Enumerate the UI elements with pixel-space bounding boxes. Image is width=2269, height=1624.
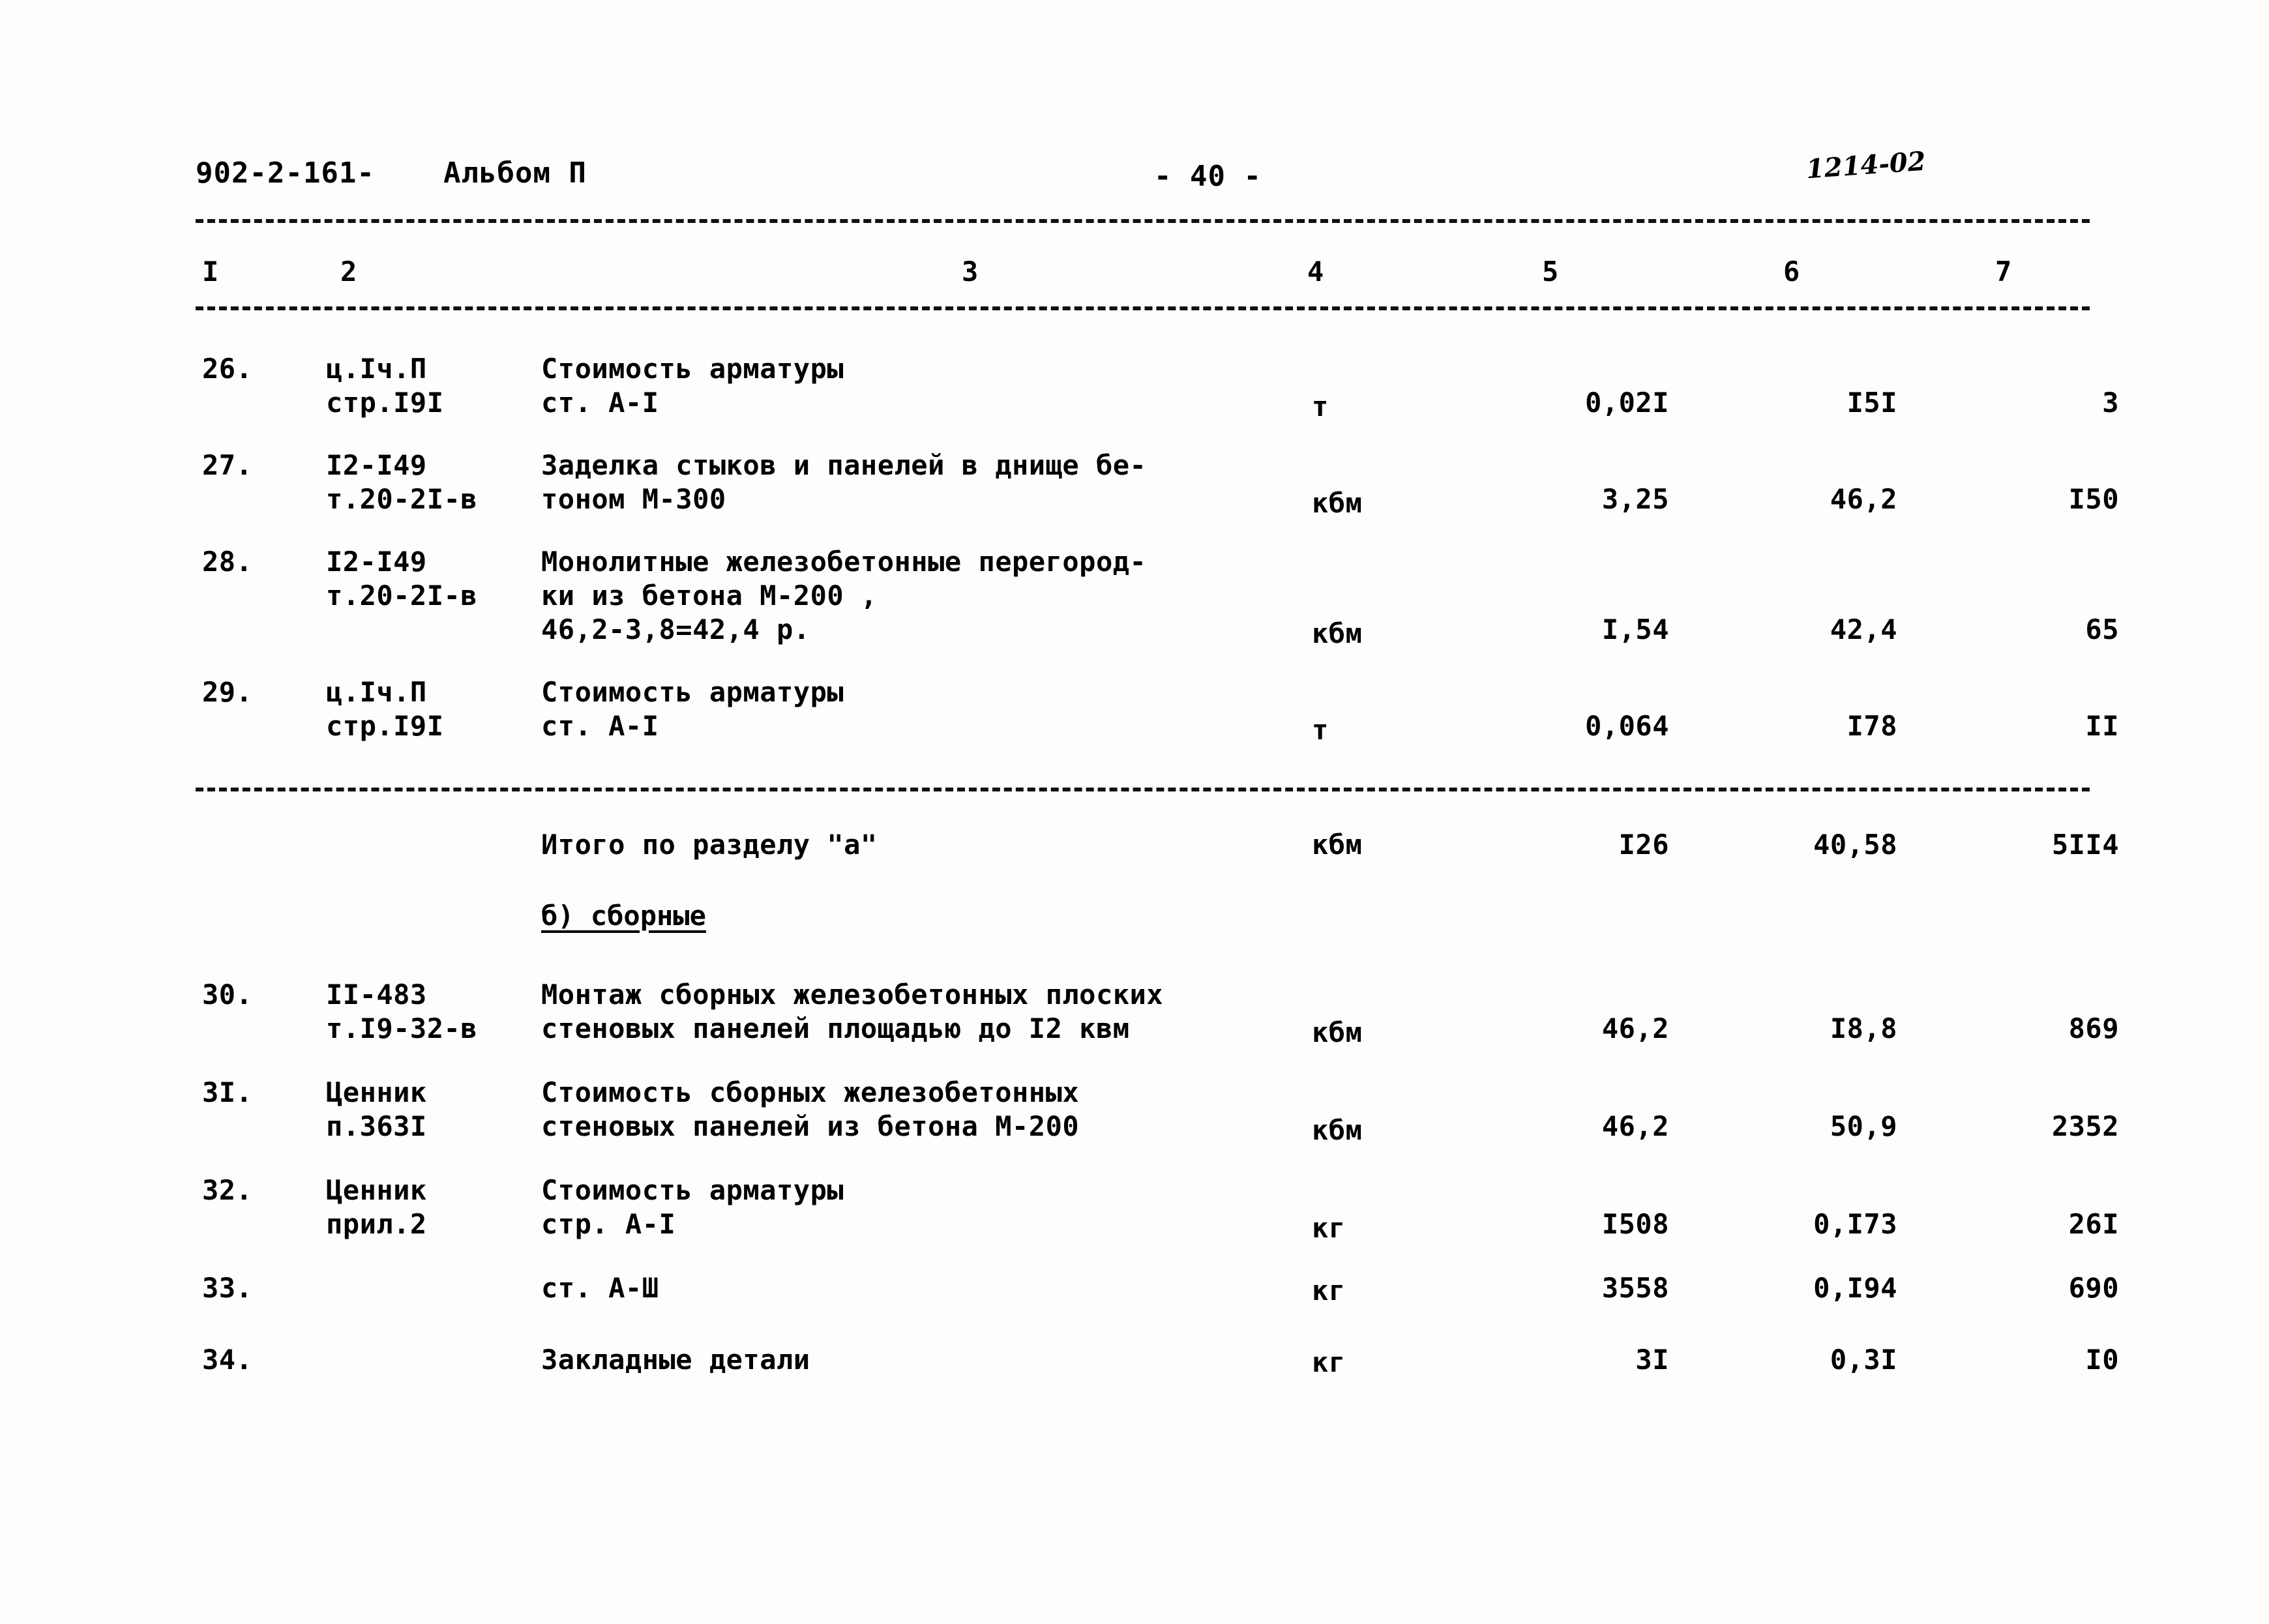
table-top-divider — [196, 219, 2090, 223]
row-code-line-2: стр.I9I — [326, 387, 444, 419]
row-code-line-1: I2-I49 — [326, 449, 427, 481]
divider-spacer — [196, 772, 2090, 828]
row-desc-line-1: Стоимость арматуры — [541, 353, 844, 385]
row-desc-line-2: стеновых панелей площадью до I2 квм — [541, 1012, 1130, 1044]
row-price: I5I — [1846, 387, 1897, 419]
row-quantity: 0,064 — [1585, 710, 1669, 742]
column-number-1: I — [202, 256, 219, 288]
column-number-row — [196, 256, 2090, 292]
row-unit: кг — [1312, 1212, 1346, 1244]
column-number-5: 5 — [1542, 256, 1559, 288]
row-quantity: 3I — [1635, 1344, 1669, 1376]
row-desc-line-2: стр. А-I — [541, 1208, 676, 1240]
total-label: Итого по разделу "а" — [541, 829, 878, 861]
row-quantity: I508 — [1601, 1208, 1669, 1240]
row-quantity: 46,2 — [1601, 1110, 1669, 1142]
total-divider — [196, 788, 2090, 791]
row-code-line-1: ц.Iч.П — [326, 353, 427, 385]
table-row — [196, 675, 2119, 772]
row-unit: кбм — [1312, 617, 1363, 649]
column-number-4: 4 — [1307, 256, 1324, 288]
row-price: 42,4 — [1830, 613, 1897, 645]
total-sum: 5II4 — [2051, 829, 2119, 861]
section-heading-b: б) сборные — [541, 900, 706, 932]
row-sum: 2352 — [2051, 1110, 2119, 1142]
row-number: 32. — [202, 1174, 253, 1206]
column-number-6: 6 — [1783, 256, 1800, 288]
row-quantity: 3,25 — [1601, 483, 1669, 515]
row-sum: 3 — [2102, 387, 2119, 419]
row-desc-line-1: Стоимость арматуры — [541, 676, 844, 708]
row-number: 33. — [202, 1272, 253, 1304]
page-header — [196, 145, 2086, 196]
row-quantity: I,54 — [1601, 613, 1669, 645]
row-desc-line-1: Закладные детали — [541, 1344, 810, 1376]
row-unit: т — [1312, 391, 1329, 422]
row-code-line-2: т.20-2I-в — [326, 483, 478, 515]
row-price: 0,3I — [1830, 1344, 1897, 1376]
row-price: 46,2 — [1830, 483, 1897, 515]
row-unit: кг — [1312, 1275, 1346, 1307]
row-desc-line-1: ст. А-Ш — [541, 1272, 659, 1304]
row-number: 28. — [202, 546, 253, 578]
table-row — [196, 1343, 2119, 1415]
document-code: 902-2-161- — [196, 156, 375, 190]
row-code-line-2: т.I9-32-в — [326, 1012, 478, 1044]
row-number: 3I. — [202, 1076, 253, 1108]
row-desc-line-3: 46,2-3,8=42,4 р. — [541, 613, 810, 645]
table-row — [196, 1174, 2119, 1271]
table-total-row — [196, 828, 2119, 900]
handwritten-stamp: 1214-02 — [1805, 145, 1927, 185]
row-desc-line-2: тоном М-300 — [541, 483, 726, 515]
column-number-3: 3 — [962, 256, 979, 288]
row-code-line-1: ц.Iч.П — [326, 676, 427, 708]
row-sum: 65 — [2085, 613, 2119, 645]
total-price: 40,58 — [1813, 829, 1897, 861]
column-number-7: 7 — [1995, 256, 2012, 288]
row-number: 30. — [202, 979, 253, 1011]
row-unit: кг — [1312, 1346, 1346, 1378]
row-sum: I0 — [2085, 1344, 2119, 1376]
table-row — [196, 1076, 2119, 1174]
row-sum: I50 — [2068, 483, 2119, 515]
row-price: I78 — [1846, 710, 1897, 742]
row-desc-line-1: Монолитные железобетонные перегород- — [541, 546, 1147, 578]
section-heading-row — [196, 900, 2090, 978]
row-number: 27. — [202, 449, 253, 481]
row-unit: кбм — [1312, 487, 1363, 519]
row-desc-line-2: ст. А-I — [541, 710, 659, 742]
row-desc-line-2: стеновых панелей из бетона М-200 — [541, 1110, 1080, 1142]
row-code-line-1: Ценник — [326, 1076, 427, 1108]
table-row — [196, 1271, 2119, 1343]
table-row — [196, 352, 2119, 449]
row-code-line-1: II-483 — [326, 979, 427, 1011]
estimate-table — [196, 352, 2119, 1415]
table-row — [196, 449, 2119, 545]
row-unit: т — [1312, 714, 1329, 746]
row-sum: 690 — [2068, 1272, 2119, 1304]
row-code-line-1: Ценник — [326, 1174, 427, 1206]
row-sum: 869 — [2068, 1012, 2119, 1044]
album-label: Альбом П — [443, 156, 587, 190]
row-code-line-1: I2-I49 — [326, 546, 427, 578]
row-quantity: 3558 — [1601, 1272, 1669, 1304]
total-unit: кбм — [1312, 829, 1363, 861]
row-sum: II — [2085, 710, 2119, 742]
row-price: I8,8 — [1830, 1012, 1897, 1044]
row-price: 0,I94 — [1813, 1272, 1897, 1304]
row-price: 50,9 — [1830, 1110, 1897, 1142]
row-desc-line-1: Стоимость сборных железобетонных — [541, 1076, 1080, 1108]
row-unit: кбм — [1312, 1016, 1363, 1048]
table-header-divider — [196, 306, 2090, 310]
row-desc-line-1: Стоимость арматуры — [541, 1174, 844, 1206]
row-number: 26. — [202, 353, 253, 385]
row-number: 29. — [202, 676, 253, 708]
row-code-line-2: п.363I — [326, 1110, 427, 1142]
table-row — [196, 545, 2119, 675]
column-number-2: 2 — [340, 256, 357, 288]
row-desc-line-2: ст. А-I — [541, 387, 659, 419]
row-code-line-2: т.20-2I-в — [326, 580, 478, 612]
page-number: - 40 - — [1154, 160, 1262, 193]
row-unit: кбм — [1312, 1114, 1363, 1146]
row-number: 34. — [202, 1344, 253, 1376]
row-desc-line-1: Монтаж сборных железобетонных плоских — [541, 979, 1164, 1011]
total-quantity: I26 — [1618, 829, 1669, 861]
table-row — [196, 978, 2119, 1076]
row-sum: 26I — [2068, 1208, 2119, 1240]
row-desc-line-2: ки из бетона М-200 , — [541, 580, 878, 612]
row-code-line-2: прил.2 — [326, 1208, 427, 1240]
row-quantity: 46,2 — [1601, 1012, 1669, 1044]
row-code-line-2: стр.I9I — [326, 710, 444, 742]
row-desc-line-1: Заделка стыков и панелей в днище бе- — [541, 449, 1147, 481]
row-price: 0,I73 — [1813, 1208, 1897, 1240]
row-quantity: 0,02I — [1585, 387, 1669, 419]
